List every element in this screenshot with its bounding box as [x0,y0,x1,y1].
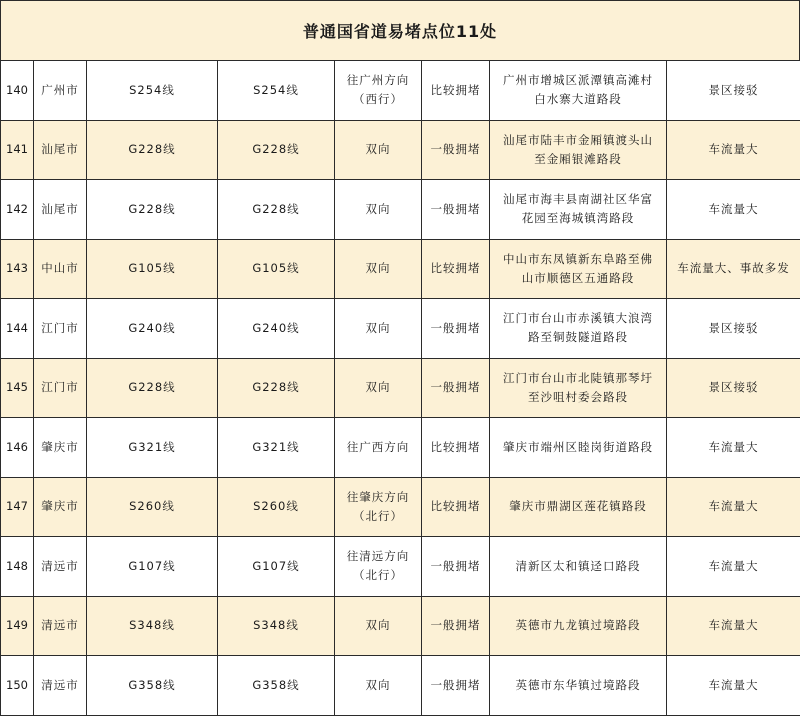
congestion-level-cell: 一般拥堵 [422,358,490,418]
direction-cell: 往广西方向 [335,418,422,478]
row-number: 144 [1,299,34,359]
road-code-cell: G240线 [87,299,218,359]
city-cell: 广州市 [34,61,87,121]
direction-cell: 往广州方向（西行） [335,61,422,121]
road-code-cell: G107线 [87,537,218,597]
congestion-level-cell: 一般拥堵 [422,120,490,180]
congestion-level-cell: 一般拥堵 [422,656,490,716]
table-row [1,358,800,418]
row-number: 140 [1,61,34,121]
reason-cell: 车流量大 [667,120,800,180]
road-name-cell: G240线 [218,299,335,359]
city-cell: 汕尾市 [34,120,87,180]
row-number: 147 [1,477,34,537]
city-cell: 清远市 [34,596,87,656]
table-row [1,299,800,359]
road-section-cell: 中山市东凤镇新东阜路至佛山市顺德区五通路段 [490,239,667,299]
row-number: 141 [1,120,34,180]
row-number: 149 [1,596,34,656]
road-name-cell: G358线 [218,656,335,716]
road-code-cell: S348线 [87,596,218,656]
reason-cell: 车流量大 [667,477,800,537]
road-name-cell: G228线 [218,358,335,418]
direction-cell: 双向 [335,358,422,418]
road-code-cell: G228线 [87,358,218,418]
road-name-cell: S260线 [218,477,335,537]
city-cell: 清远市 [34,537,87,597]
road-section-cell: 清新区太和镇迳口路段 [490,537,667,597]
reason-cell: 景区接驳 [667,299,800,359]
road-name-cell: G228线 [218,180,335,240]
congestion-table [0,60,800,716]
reason-cell: 车流量大 [667,180,800,240]
direction-cell: 往肇庆方向（北行） [335,477,422,537]
road-name-cell: G228线 [218,120,335,180]
city-cell: 肇庆市 [34,418,87,478]
table-row [1,120,800,180]
road-name-cell: G107线 [218,537,335,597]
congestion-level-cell: 比较拥堵 [422,239,490,299]
reason-cell: 车流量大 [667,656,800,716]
road-name-cell: S348线 [218,596,335,656]
table-row [1,477,800,537]
table-body [1,61,800,716]
direction-cell: 双向 [335,596,422,656]
table-row [1,418,800,478]
city-cell: 江门市 [34,358,87,418]
road-section-cell: 汕尾市陆丰市金厢镇渡头山至金厢银滩路段 [490,120,667,180]
reason-cell: 车流量大 [667,537,800,597]
congestion-level-cell: 一般拥堵 [422,596,490,656]
road-code-cell: S254线 [87,61,218,121]
road-name-cell: S254线 [218,61,335,121]
road-section-cell: 英德市东华镇过境路段 [490,656,667,716]
row-number: 148 [1,537,34,597]
row-number: 143 [1,239,34,299]
road-name-cell: G321线 [218,418,335,478]
reason-cell: 景区接驳 [667,61,800,121]
direction-cell: 双向 [335,239,422,299]
road-code-cell: G358线 [87,656,218,716]
table-row [1,180,800,240]
congestion-level-cell: 一般拥堵 [422,299,490,359]
congestion-level-cell: 比较拥堵 [422,477,490,537]
direction-cell: 双向 [335,656,422,716]
city-cell: 江门市 [34,299,87,359]
row-number: 146 [1,418,34,478]
reason-cell: 景区接驳 [667,358,800,418]
road-code-cell: S260线 [87,477,218,537]
congestion-level-cell: 一般拥堵 [422,537,490,597]
direction-cell: 往清远方向（北行） [335,537,422,597]
road-section-cell: 英德市九龙镇过境路段 [490,596,667,656]
table-title: 普通国省道易堵点位11处 [0,0,800,60]
congestion-level-cell: 一般拥堵 [422,180,490,240]
city-cell: 中山市 [34,239,87,299]
city-cell: 清远市 [34,656,87,716]
table-row [1,537,800,597]
road-code-cell: G228线 [87,180,218,240]
table-row [1,656,800,716]
road-code-cell: G228线 [87,120,218,180]
table-row [1,596,800,656]
reason-cell: 车流量大 [667,596,800,656]
road-section-cell: 汕尾市海丰县南湖社区华富花园至海城镇湾路段 [490,180,667,240]
row-number: 150 [1,656,34,716]
congestion-level-cell: 比较拥堵 [422,418,490,478]
reason-cell: 车流量大 [667,418,800,478]
road-section-cell: 肇庆市鼎湖区莲花镇路段 [490,477,667,537]
reason-cell: 车流量大、事故多发 [667,239,800,299]
road-section-cell: 江门市台山市赤溪镇大浪湾路至铜鼓隧道路段 [490,299,667,359]
road-code-cell: G321线 [87,418,218,478]
city-cell: 汕尾市 [34,180,87,240]
road-section-cell: 广州市增城区派潭镇高滩村白水寨大道路段 [490,61,667,121]
direction-cell: 双向 [335,299,422,359]
road-section-cell: 肇庆市端州区睦岗街道路段 [490,418,667,478]
road-code-cell: G105线 [87,239,218,299]
row-number: 145 [1,358,34,418]
direction-cell: 双向 [335,180,422,240]
road-section-cell: 江门市台山市北陡镇那琴圩至沙咀村委会路段 [490,358,667,418]
congestion-level-cell: 比较拥堵 [422,61,490,121]
row-number: 142 [1,180,34,240]
city-cell: 肇庆市 [34,477,87,537]
road-name-cell: G105线 [218,239,335,299]
table-row [1,61,800,121]
table-row [1,239,800,299]
direction-cell: 双向 [335,120,422,180]
